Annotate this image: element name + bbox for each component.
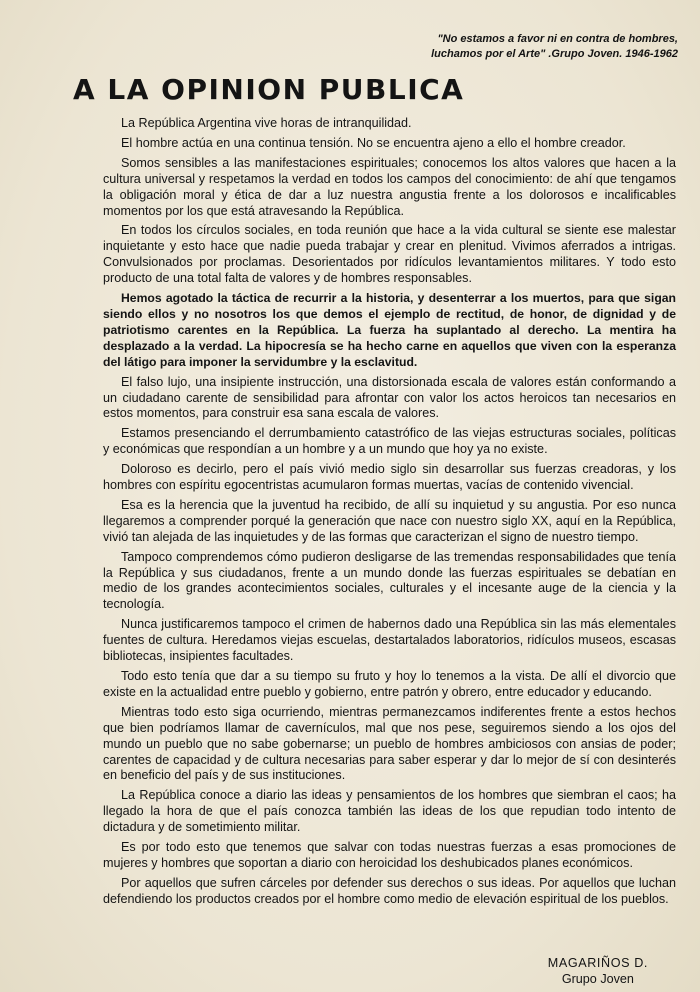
paragraph: La República Argentina vive horas de intranquilidad.: [121, 116, 412, 130]
paragraph: Doloroso es decirlo, pero el país vivió medio siglo sin desarrollar sus fuerzas creadoras, y los hombres con espíritu egocentristas acumularon formas muertas, vacías de contenido vivencial.: [103, 462, 676, 493]
paragraph: Tampoco comprendemos cómo pudieron desligarse de las tremendas responsabilidades que tenía la República y sus ciudadanos, frente a un mundo donde las fuerzas espirituales se debatían en medio de los grandes acontecimientos sociales, culturales y el incesante auge de la ciencia y la tecnología.: [103, 549, 676, 612]
paragraph: Nunca justificaremos tampoco el crimen de habernos dado una República sin las más elementales fuentes de cultura. Heredamos viejas escuelas, destartalados laboratorios, ridículos museos, escasas bibliotecas, insipientes facultades.: [103, 617, 676, 664]
paragraph: El hombre actúa en una continua tensión. No se encuentra ajeno a ello el hombre creador.: [121, 135, 626, 150]
signature-block: [548, 955, 648, 987]
motto-line-1: "No estamos a favor ni en contra de hombres,: [437, 33, 678, 45]
signature-name: MAGARIÑOS D.: [547, 956, 648, 970]
motto: [348, 32, 678, 62]
manifesto-body: [103, 116, 676, 912]
page-title: A LA OPINION PUBLICA: [73, 73, 465, 106]
paragraph: La República conoce a diario las ideas y pensamientos de los hombres que siembran el caos; ha llegado la hora de que el país conozca también las ideas de los que repudian todo intento de dictadura y de sometimiento militar.: [103, 788, 676, 835]
paragraph: Hemos agotado la táctica de recurrir a la historia, y desenterrar a los muertos, para que sigan siendo ellos y no nosotros los que demos el ejemplo de rectitud, de honor, de dignidad y de patriotismo carentes en la República. La fuerza ha suplantado al derecho. La mentira ha desplazado a la verdad. La hipocresía se ha hecho carne en aquellos que viven con la esperanza del látigo para imponer la servidumbre y la esclavitud.: [103, 291, 676, 369]
paragraph: Por aquellos que sufren cárceles por defender sus derechos o sus ideas. Por aquellos que luchan defendiendo los productos creados por el hombre como medio de elevación espiritual de los pueblos.: [103, 875, 676, 906]
paragraph: El falso lujo, una insipiente instrucción, una distorsionada escala de valores están conformando a un ciudadano carente de sensibilidad para afrontar con valor los actos heroicos tan necesarios en estos momentos, para construir esa sana escala de valores.: [103, 374, 676, 421]
paragraph: Mientras todo esto siga ocurriendo, mientras permanezcamos indiferentes frente a estos hechos que bien podríamos llamar de cavernículos, mal que nos pese, seguiremos siendo a los ojos del mundo un pueblo que no sabe gobernarse; un pueblo de hombres ambiciosos con ansias de poder; carentes de capacidad y de cultura necesarias para saber esperar y dar lo mejor de sí con desinterés en beneficio del país y de sus instituciones.: [103, 704, 676, 783]
paragraph: Esa es la herencia que la juventud ha recibido, de allí su inquietud y su angustia. Por eso nunca llegaremos a comprender porqué la generación que nace con nuestro siglo XX, aquí en la República, vivió tan alejada de las inquietudes y de las formas que caracterizan el signo de nuestro tiempo.: [103, 497, 676, 544]
motto-line-2: luchamos por el Arte" .Grupo Joven. 1946-1962: [431, 48, 678, 60]
paragraph: En todos los círculos sociales, en toda reunión que hace a la vida cultural se siente ese malestar inquietante y esto hace que nadie pueda trabajar y crear en plenitud. Vivimos aferrados a intrigas. Convulsionados por proclamas. Desorientados por ridículos levantamientos militares. Y todo esto producto de una total falta de valores y de hombres responsables.: [103, 223, 676, 286]
paragraph: Somos sensibles a las manifestaciones espirituales; conocemos los altos valores que hacen a la cultura universal y respetamos la verdad en todos los campos del conocimiento: de ahí que tengamos la obligación moral y ética de dar a luz nuestra angustia frente a los dolorosos e incalificables momentos por los que está atravesando la República.: [103, 155, 676, 218]
paragraph: Todo esto tenía que dar a su tiempo su fruto y hoy lo tenemos a la vista. De allí el divorcio que existe en la actualidad entre pueblo y gobierno, entre patrón y obrero, entre educador y educando.: [103, 669, 676, 699]
paragraph: Estamos presenciando el derrumbamiento catastrófico de las viejas estructuras sociales, políticas y económicas que respondían a un hombre y a un mundo que hoy ya no existe.: [103, 426, 676, 457]
signature-group: Grupo Joven: [561, 972, 634, 986]
paragraph: Es por todo esto que tenemos que salvar con todas nuestras fuerzas a esas promociones de mujeres y hombres que soportan a diario con heroicidad los deshubicados planes económicos.: [103, 840, 676, 870]
